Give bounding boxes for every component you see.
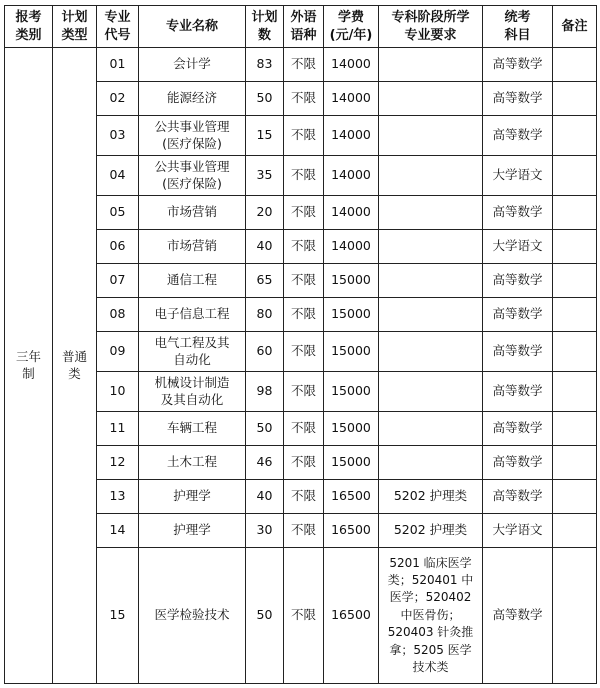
exam-subject-cell: 大学语文: [483, 514, 553, 548]
major-code-cell: 15: [97, 548, 139, 684]
language-cell: 不限: [284, 298, 324, 332]
requirement-cell: [379, 264, 483, 298]
requirement-cell: [379, 48, 483, 82]
major-name-cell: 机械设计制造 及其自动化: [139, 372, 246, 412]
requirement-cell: [379, 116, 483, 156]
plan-count-cell: 83: [246, 48, 284, 82]
major-code-cell: 01: [97, 48, 139, 82]
major-code-cell: 02: [97, 82, 139, 116]
notes-cell: [553, 372, 597, 412]
requirement-cell: 5201 临床医学 类；520401 中 医学；520402 中医骨伤； 520403 针灸推 拿；5205 医学 技术类: [379, 548, 483, 684]
major-code-cell: 04: [97, 156, 139, 196]
plan-count-cell: 80: [246, 298, 284, 332]
requirement-cell: [379, 82, 483, 116]
plan-count-cell: 40: [246, 230, 284, 264]
major-name-cell: 电气工程及其 自动化: [139, 332, 246, 372]
tuition-cell: 16500: [324, 480, 379, 514]
language-cell: 不限: [284, 156, 324, 196]
plan-count-cell: 15: [246, 116, 284, 156]
major-name-cell: 会计学: [139, 48, 246, 82]
notes-cell: [553, 156, 597, 196]
exam-subject-cell: 大学语文: [483, 156, 553, 196]
requirement-cell: [379, 412, 483, 446]
plan-type-cell: 普通 类: [53, 48, 97, 684]
header-requirement: 专科阶段所学 专业要求: [379, 6, 483, 48]
exam-subject-cell: 高等数学: [483, 446, 553, 480]
header-major-code: 专业 代号: [97, 6, 139, 48]
plan-count-cell: 35: [246, 156, 284, 196]
requirement-cell: 5202 护理类: [379, 480, 483, 514]
major-code-cell: 10: [97, 372, 139, 412]
major-name-cell: 公共事业管理 (医疗保险): [139, 116, 246, 156]
requirement-cell: [379, 196, 483, 230]
major-code-cell: 12: [97, 446, 139, 480]
plan-count-cell: 20: [246, 196, 284, 230]
tuition-cell: 14000: [324, 48, 379, 82]
tuition-cell: 15000: [324, 298, 379, 332]
notes-cell: [553, 446, 597, 480]
tuition-cell: 15000: [324, 372, 379, 412]
exam-subject-cell: 高等数学: [483, 48, 553, 82]
language-cell: 不限: [284, 446, 324, 480]
language-cell: 不限: [284, 82, 324, 116]
requirement-cell: [379, 446, 483, 480]
tuition-cell: 15000: [324, 412, 379, 446]
major-name-cell: 市场营销: [139, 230, 246, 264]
language-cell: 不限: [284, 116, 324, 156]
notes-cell: [553, 548, 597, 684]
tuition-cell: 14000: [324, 82, 379, 116]
exam-subject-cell: 高等数学: [483, 196, 553, 230]
notes-cell: [553, 82, 597, 116]
exam-subject-cell: 高等数学: [483, 412, 553, 446]
notes-cell: [553, 264, 597, 298]
exam-subject-cell: 高等数学: [483, 264, 553, 298]
plan-count-cell: 50: [246, 82, 284, 116]
notes-cell: [553, 196, 597, 230]
notes-cell: [553, 116, 597, 156]
major-name-cell: 护理学: [139, 514, 246, 548]
tuition-cell: 15000: [324, 264, 379, 298]
admissions-plan-table: [4, 5, 597, 684]
tuition-cell: 14000: [324, 196, 379, 230]
exam-subject-cell: 大学语文: [483, 230, 553, 264]
language-cell: 不限: [284, 548, 324, 684]
notes-cell: [553, 298, 597, 332]
language-cell: 不限: [284, 514, 324, 548]
category-cell: 三年 制: [5, 48, 53, 684]
language-cell: 不限: [284, 332, 324, 372]
plan-count-cell: 50: [246, 412, 284, 446]
language-cell: 不限: [284, 48, 324, 82]
major-name-cell: 土木工程: [139, 446, 246, 480]
plan-count-cell: 60: [246, 332, 284, 372]
exam-subject-cell: 高等数学: [483, 548, 553, 684]
plan-count-cell: 40: [246, 480, 284, 514]
major-code-cell: 13: [97, 480, 139, 514]
major-name-cell: 电子信息工程: [139, 298, 246, 332]
table-header-row: [5, 6, 597, 48]
language-cell: 不限: [284, 412, 324, 446]
major-name-cell: 市场营销: [139, 196, 246, 230]
language-cell: 不限: [284, 372, 324, 412]
requirement-cell: [379, 298, 483, 332]
language-cell: 不限: [284, 230, 324, 264]
header-plan-count: 计划 数: [246, 6, 284, 48]
major-name-cell: 能源经济: [139, 82, 246, 116]
plan-count-cell: 30: [246, 514, 284, 548]
exam-subject-cell: 高等数学: [483, 116, 553, 156]
major-name-cell: 护理学: [139, 480, 246, 514]
language-cell: 不限: [284, 480, 324, 514]
major-code-cell: 09: [97, 332, 139, 372]
header-category: 报考 类别: [5, 6, 53, 48]
notes-cell: [553, 480, 597, 514]
exam-subject-cell: 高等数学: [483, 332, 553, 372]
notes-cell: [553, 332, 597, 372]
tuition-cell: 14000: [324, 116, 379, 156]
header-notes: 备注: [553, 6, 597, 48]
major-code-cell: 07: [97, 264, 139, 298]
major-code-cell: 14: [97, 514, 139, 548]
major-name-cell: 车辆工程: [139, 412, 246, 446]
header-major-name: 专业名称: [139, 6, 246, 48]
requirement-cell: 5202 护理类: [379, 514, 483, 548]
major-name-cell: 通信工程: [139, 264, 246, 298]
notes-cell: [553, 48, 597, 82]
header-plan-type: 计划 类型: [53, 6, 97, 48]
language-cell: 不限: [284, 264, 324, 298]
plan-count-cell: 98: [246, 372, 284, 412]
plan-count-cell: 65: [246, 264, 284, 298]
header-language: 外语 语种: [284, 6, 324, 48]
tuition-cell: 14000: [324, 156, 379, 196]
language-cell: 不限: [284, 196, 324, 230]
exam-subject-cell: 高等数学: [483, 82, 553, 116]
tuition-cell: 16500: [324, 548, 379, 684]
header-exam-subject: 统考 科目: [483, 6, 553, 48]
plan-count-cell: 50: [246, 548, 284, 684]
tuition-cell: 14000: [324, 230, 379, 264]
requirement-cell: [379, 332, 483, 372]
requirement-cell: [379, 156, 483, 196]
tuition-cell: 15000: [324, 332, 379, 372]
requirement-cell: [379, 230, 483, 264]
table-row: [5, 48, 597, 82]
notes-cell: [553, 412, 597, 446]
tuition-cell: 16500: [324, 514, 379, 548]
major-code-cell: 06: [97, 230, 139, 264]
header-tuition: 学费 (元/年): [324, 6, 379, 48]
major-name-cell: 医学检验技术: [139, 548, 246, 684]
major-code-cell: 03: [97, 116, 139, 156]
exam-subject-cell: 高等数学: [483, 372, 553, 412]
major-code-cell: 05: [97, 196, 139, 230]
requirement-cell: [379, 372, 483, 412]
major-code-cell: 11: [97, 412, 139, 446]
notes-cell: [553, 230, 597, 264]
plan-count-cell: 46: [246, 446, 284, 480]
exam-subject-cell: 高等数学: [483, 480, 553, 514]
tuition-cell: 15000: [324, 446, 379, 480]
major-name-cell: 公共事业管理 (医疗保险): [139, 156, 246, 196]
exam-subject-cell: 高等数学: [483, 298, 553, 332]
notes-cell: [553, 514, 597, 548]
major-code-cell: 08: [97, 298, 139, 332]
